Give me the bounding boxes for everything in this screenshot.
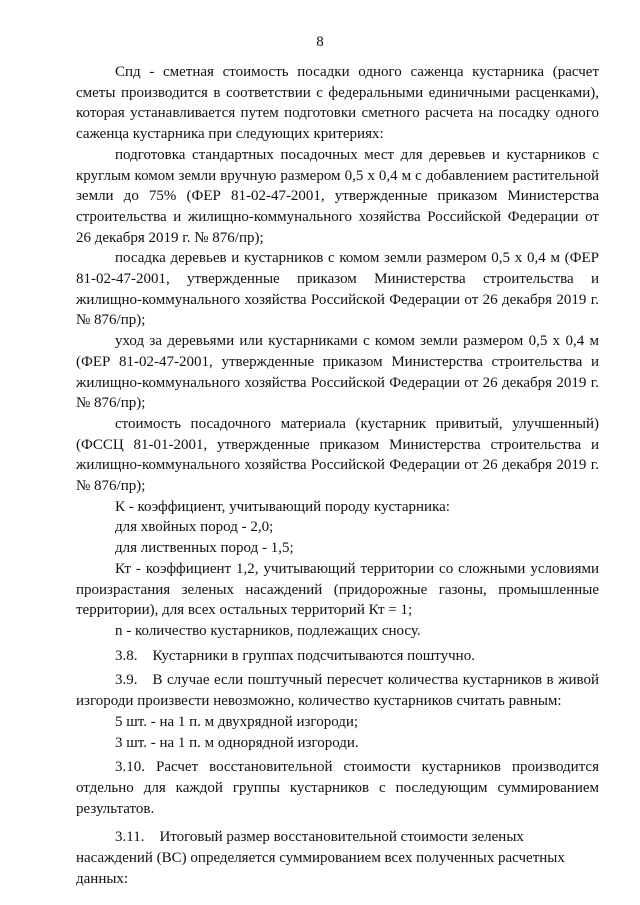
paragraph-3-8: 3.8. Кустарники в группах подсчитываются поштучно. xyxy=(115,647,475,664)
paragraph-kt-coefficient: Кт - коэффициент 1,2, учитывающий территории со сложными условиями произрастания зеленых насаждений (придорожные газоны, промышленные территории), для всех остальных территорий Кт = 1; xyxy=(76,560,599,619)
paragraph-n-count: n - количество кустарников, подлежащих сносу. xyxy=(115,622,421,639)
paragraph-criterion-preparation: подготовка стандартных посадочных мест для деревьев и кустарников с круглым комом земли вручную размером 0,5 х 0,4 м с добавлением растительной земли до 75% (ФЕР 81-02-47-2001, утвержденные приказом Министерства строительства и жилищно-коммунального хозяйства Российской Федерации от 26 декабря 2019 г. № 876/пр); xyxy=(76,146,599,246)
paragraph-spd-definition: Спд - сметная стоимость посадки одного саженца кустарника (расчет сметы производится в соответствии с федеральными единичными расценками), которая устанавливается путем подготовки сметного расчета на посадку одного саженца кустарника при следующих критериях: xyxy=(76,64,599,143)
paragraph-double-row-hedge: 5 шт. - на 1 п. м двухрядной изгороди; xyxy=(115,713,359,730)
document-body xyxy=(76,62,599,889)
paragraph-single-row-hedge: 3 шт. - на 1 п. м однорядной изгороди. xyxy=(115,734,359,751)
paragraph-coniferous: для хвойных пород - 2,0; xyxy=(115,519,274,536)
paragraph-criterion-planting: посадка деревьев и кустарников с комом земли размером 0,5 х 0,4 м (ФЕР 81-02-47-2001, утвержденные приказом Министерства строительства и жилищно-коммунального хозяйства Российской Федерации от 26 декабря 2019 г. № 876/пр); xyxy=(76,250,599,329)
paragraph-3-11: 3.11. Итоговый размер восстановительной стоимости зеленых насаждений (ВС) определяется суммированием всех полученных расчетных данных: xyxy=(76,829,565,887)
paragraph-criterion-material-cost: стоимость посадочного материала (кустарник привитый, улучшенный) (ФССЦ 81-01-2001, утвержденные приказом Министерства строительства и жилищно-коммунального хозяйства Российской Федерации от 26 декабря 2019 г. № 876/пр); xyxy=(76,415,599,495)
paragraph-criterion-care: уход за деревьями или кустарниками с комом земли размером 0,5 х 0,4 м (ФЕР 81-02-47-2001, утвержденные приказом Министерства строительства и жилищно-коммунального хозяйства Российской Федерации от 26 декабря 2019 г. № 876/пр); xyxy=(76,333,599,412)
page-number: 8 xyxy=(316,34,324,50)
paragraph-deciduous: для лиственных пород - 1,5; xyxy=(115,540,294,557)
paragraph-k-coefficient: К - коэффициент, учитывающий породу кустарника: xyxy=(115,498,450,515)
paragraph-3-9: 3.9. В случае если поштучный пересчет количества кустарников в живой изгороди произвести невозможно, количество кустарников считать равным: xyxy=(76,672,599,710)
paragraph-3-10: 3.10. Расчет восстановительной стоимости кустарников производится отдельно для каждой группы кустарников с последующим суммированием результатов. xyxy=(76,759,599,817)
